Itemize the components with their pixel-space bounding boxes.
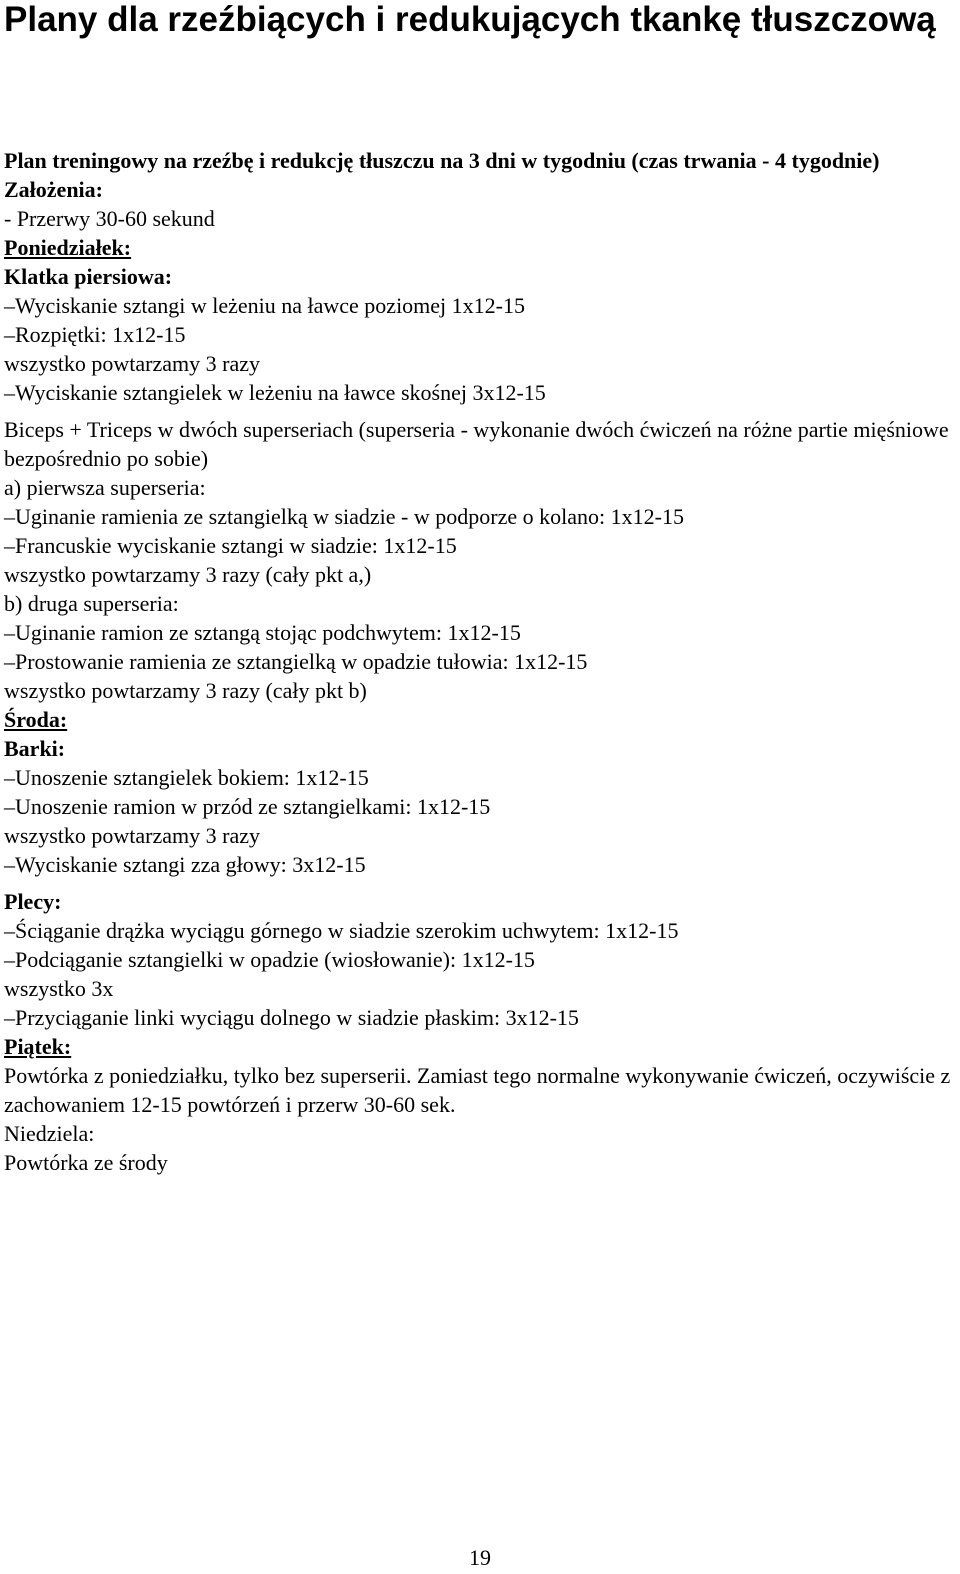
shoulders-heading: Barki:: [4, 736, 66, 761]
list-item: –Unoszenie sztangielek bokiem: 1x12-15: [4, 765, 369, 790]
plan-title: Plan treningowy na rzeźbę i redukcję tłuszczu na 3 dni w tygodniu (czas trwania - 4 tygodnie): [4, 148, 880, 173]
chest-heading: Klatka piersiowa:: [4, 264, 173, 289]
arms-intro: Biceps + Triceps w dwóch superseriach (superseria - wykonanie dwóch ćwiczeń na różne partie mięśniowe bezpośrednio po sobie): [4, 417, 949, 471]
list-item: –Prostowanie ramienia ze sztangielką w opadzie tułowia: 1x12-15: [4, 649, 588, 674]
list-item: –Unoszenie ramion w przód ze sztangielkami: 1x12-15: [4, 794, 491, 819]
list-item: –Przyciąganie linki wyciągu dolnego w siadzie płaskim: 3x12-15: [4, 1005, 579, 1030]
list-item: –Wyciskanie sztangi zza głowy: 3x12-15: [4, 852, 366, 877]
list-item: –Wyciskanie sztangi w leżeniu na ławce poziomej 1x12-15: [4, 293, 525, 318]
wednesday-heading: Środa:: [4, 707, 68, 732]
page-number: 19: [469, 1545, 491, 1570]
list-item: b) druga superseria:: [4, 591, 179, 616]
list-item: –Wyciskanie sztangielek w leżeniu na ławce skośnej 3x12-15: [4, 380, 546, 405]
list-item: wszystko powtarzamy 3 razy (cały pkt b): [4, 678, 367, 703]
sunday-text: Powtórka ze środy: [4, 1150, 168, 1175]
assumptions-breaks: - Przerwy 30-60 sekund: [4, 206, 215, 231]
list-item: a) pierwsza superseria:: [4, 475, 206, 500]
assumptions-heading: Założenia:: [4, 177, 103, 202]
list-item: –Ściąganie drążka wyciągu górnego w siadzie szerokim uchwytem: 1x12-15: [4, 918, 679, 943]
list-item: –Podciąganie sztangielki w opadzie (wiosłowanie): 1x12-15: [4, 947, 535, 972]
friday-heading: Piątek:: [4, 1034, 72, 1059]
list-item: –Rozpiętki: 1x12-15: [4, 322, 186, 347]
list-item: –Uginanie ramion ze sztangą stojąc podchwytem: 1x12-15: [4, 620, 521, 645]
list-item: –Francuskie wyciskanie sztangi w siadzie: 1x12-15: [4, 533, 457, 558]
list-item: wszystko powtarzamy 3 razy: [4, 823, 260, 848]
list-item: –Uginanie ramienia ze sztangielką w siadzie - w podporze o kolano: 1x12-15: [4, 504, 684, 529]
list-item: wszystko powtarzamy 3 razy: [4, 351, 260, 376]
sunday-heading: Niedziela:: [4, 1121, 95, 1146]
list-item: wszystko 3x: [4, 976, 114, 1001]
back-heading: Plecy:: [4, 889, 62, 914]
list-item: wszystko powtarzamy 3 razy (cały pkt a,): [4, 562, 372, 587]
friday-text: Powtórka z poniedziałku, tylko bez superserii. Zamiast tego normalne wykonywanie ćwiczeń, oczywiście z zachowaniem 12-15 powtórzeń i przerw 30-60 sek.: [4, 1063, 951, 1117]
document-body: [4, 146, 956, 1177]
monday-heading: Poniedziałek:: [4, 235, 132, 260]
page-title: Plany dla rzeźbiących i redukujących tkankę tłuszczową: [4, 0, 936, 39]
